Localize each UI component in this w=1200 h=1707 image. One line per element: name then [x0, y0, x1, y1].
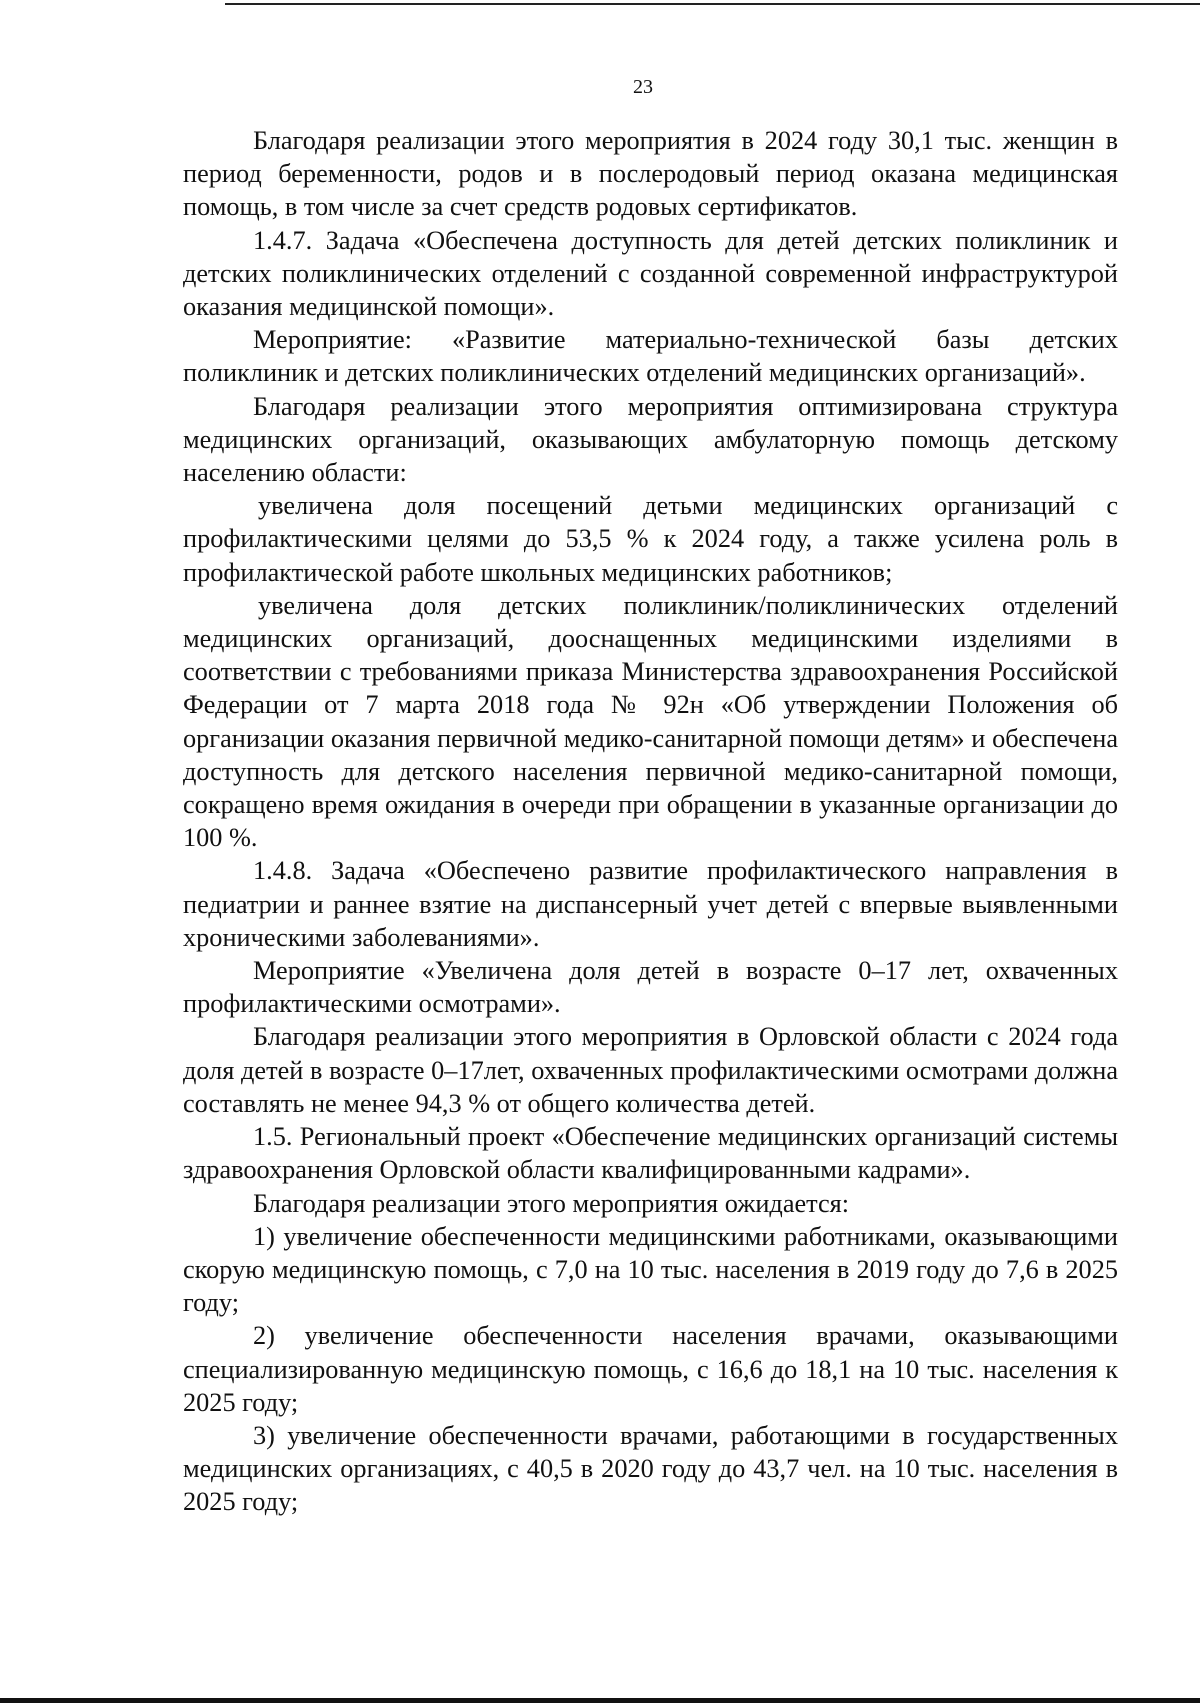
paragraph-project-1-5: 1.5. Региональный проект «Обеспечение медицинских организаций системы здравоохранения Орловской области квалифицированными кадрами».	[183, 1122, 1118, 1185]
paragraph-measure-polyclinics: Мероприятие: «Развитие материально-технической базы детских поликлиник и детских поликлинических отделений медицинских организаций».	[183, 325, 1118, 388]
paragraph-equipment-share: увеличена доля детских поликлиник/поликлинических отделений медицинских организаций, дооснащенных медицинскими изделиями в соответствии с требованиями приказа Министерства здравоохранения Российской Федерации от 7 марта 2018 года № 92н «Об утверждении Положения об организации оказания первичной медико-санитарной помощи детям» и обеспечена доступность для детского населения первичной медико-санитарной помощи, сокращено время ожидания в очереди при обращении в указанные организации до 100 %.	[183, 590, 1118, 853]
list-item-3: 3) увеличение обеспеченности врачами, работающими в государственных медицинских организациях, с 40,5 в 2020 году до 43,7 чел. на 10 тыс. населения в 2025 году;	[183, 1420, 1118, 1517]
scan-edge-top	[225, 3, 1200, 5]
list-item-2: 2) увеличение обеспеченности населения врачами, оказывающими специализированную медицинскую помощь, с 16,6 до 18,1 на 10 тыс. населения к 2025 году;	[183, 1321, 1118, 1417]
document-body	[183, 124, 1118, 1519]
paragraph-task-1-4-8: 1.4.8. Задача «Обеспечено развитие профилактического направления в педиатрии и раннее взятие на диспансерный учет детей с впервые выявленными хроническими заболеваниями».	[183, 856, 1118, 952]
paragraph-visits-share: увеличена доля посещений детьми медицинских организаций с профилактическими целями до 53,5 % к 2024 году, а также усилена роль в профилактической работе школьных медицинских работников;	[183, 491, 1118, 587]
list-item-1: 1) увеличение обеспеченности медицинскими работниками, оказывающими скорую медицинскую помощь, с 7,0 на 10 тыс. населения в 2019 году до 7,6 в 2025 году;	[183, 1221, 1118, 1318]
page-number: 23	[633, 76, 653, 98]
paragraph-maternal-care: Благодаря реализации этого мероприятия в 2024 году 30,1 тыс. женщин в период беременности, родов и в послеродовый период оказана медицинская помощь, в том числе за счет средств родовых сертификатов.	[183, 126, 1118, 222]
paragraph-checkups-share: Благодаря реализации этого мероприятия в Орловской области с 2024 года доля детей в возрасте 0–17лет, охваченных профилактическими осмотрами должна составлять не менее 94,3 % от общего количества детей.	[183, 1022, 1118, 1118]
paragraph-task-1-4-7: 1.4.7. Задача «Обеспечена доступность для детей детских поликлиник и детских поликлинических отделений с созданной современной инфраструктурой оказания медицинской помощи».	[183, 225, 1118, 322]
paragraph-structure-optimized: Благодаря реализации этого мероприятия оптимизирована структура медицинских организаций, оказывающих амбулаторную помощь детскому населению области:	[183, 391, 1118, 488]
scan-edge-bottom	[0, 1698, 1200, 1703]
paragraph-measure-checkups: Мероприятие «Увеличена доля детей в возрасте 0–17 лет, охваченных профилактическими осмотрами».	[183, 956, 1118, 1019]
paragraph-expected: Благодаря реализации этого мероприятия ожидается:	[253, 1188, 850, 1218]
